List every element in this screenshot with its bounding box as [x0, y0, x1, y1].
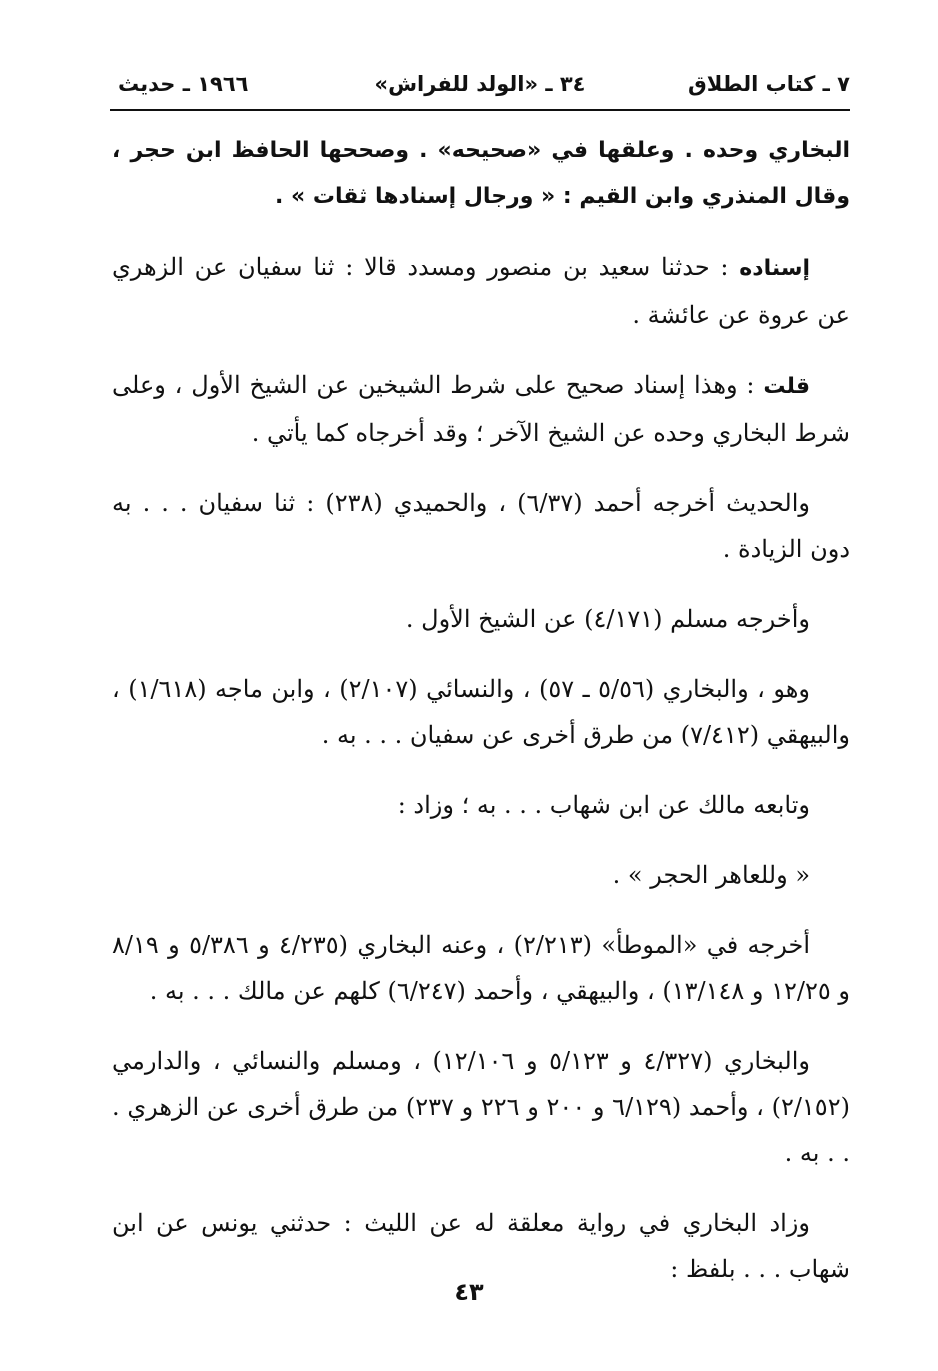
header-section: ٣٤ ـ «الولد للفراش» [374, 72, 586, 96]
isnad-text: : حدثنا سعيد بن منصور ومسدد قالا : ثنا سفيان عن الزهري عن عروة عن عائشة . [112, 253, 850, 329]
header-divider [110, 109, 850, 111]
running-header [110, 66, 850, 106]
header-chapter: ٧ ـ كتاب الطلاق [688, 72, 850, 96]
qultu-text: : وهذا إسناد صحيح على شرط الشيخين عن الشيخ الأول ، وعلى شرط البخاري وحده عن الشيخ الآخر ؛ وقد أخرجاه كما يأتي . [112, 371, 850, 447]
paragraph-10: والبخاري (٤/٣٢٧ و ٥/١٢٣ و ١٢/١٠٦) ، ومسلم والنسائي ، والدارمي (٢/١٥٢) ، وأحمد (٦/١٢٩ و ٢٠٠ و ٢٢٦ و ٢٣٧) من طرق أخرى عن الزهري . . . به . [112, 1047, 850, 1167]
isnad-label: إسناده [739, 256, 810, 281]
qultu-label: قلت [763, 374, 810, 399]
header-hadith-number: ١٩٦٦ ـ حديث [118, 72, 249, 96]
paragraph-11: وزاد البخاري في رواية معلقة له عن الليث : حدثني يونس عن ابن شهاب . . . بلفظ : [112, 1209, 850, 1283]
paragraph-9: أخرجه في «الموطأ» (٢/٢١٣) ، وعنه البخاري (٤/٢٣٥ و ٥/٣٨٦ و ٨/١٩ و ١٢/٢٥ و ١٣/١٤٨) ، والبيهقي ، وأحمد (٦/٢٤٧) كلهم عن مالك . . . به . [112, 931, 850, 1005]
paragraph-6: وهو ، والبخاري (٥/٥٦ ـ ٥٧) ، والنسائي (٢/١٠٧) ، وابن ماجه (١/٦١٨) ، والبيهقي (٧/٤١٢) من طرق أخرى عن سفيان . . . به . [112, 675, 850, 749]
paragraph-4: والحديث أخرجه أحمد (٦/٣٧) ، والحميدي (٢٣٨) : ثنا سفيان . . . به دون الزيادة . [112, 489, 850, 563]
paragraph-2 [112, 244, 850, 338]
paragraph-8: « وللعاهر الحجر » . [612, 861, 810, 889]
paragraph-3 [112, 362, 850, 456]
page-body [112, 128, 850, 1316]
page-number: ٤٣ [454, 1278, 484, 1306]
paragraph-7: وتابعه مالك عن ابن شهاب . . . به ؛ وزاد : [397, 791, 810, 819]
paragraph-1: البخاري وحده . وعلقها في «صحيحه» . وصححها الحافظ ابن حجر ، وقال المنذري وابن القيم : « ورجال إسنادها ثقات » . [112, 138, 850, 209]
paragraph-5: وأخرجه مسلم (٤/١٧١) عن الشيخ الأول . [405, 605, 810, 633]
